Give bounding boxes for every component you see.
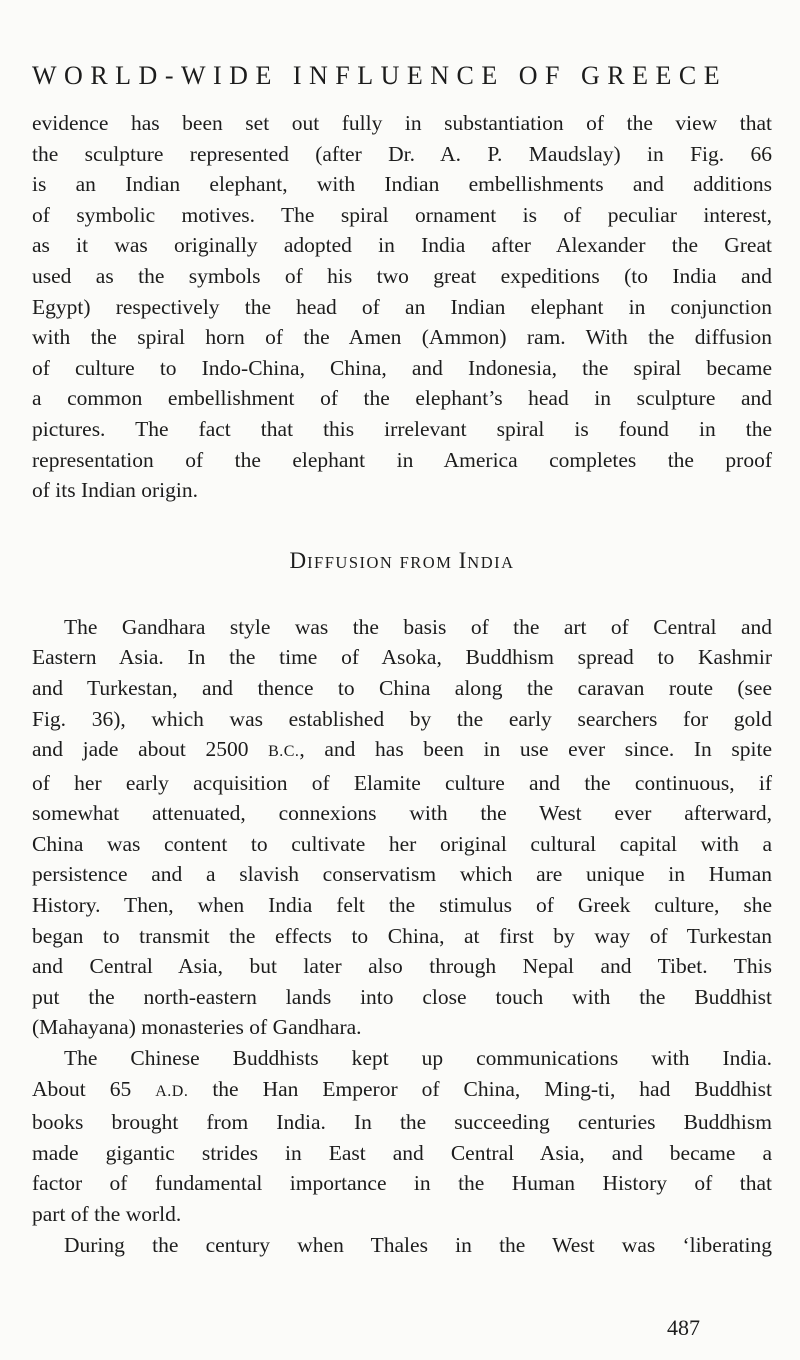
text-line: During the century when Thales in the West was ‘liberating: [64, 1232, 772, 1257]
text-line: began to transmit the effects to China, at first by way of Turkestan: [32, 923, 772, 948]
page-number: 487: [667, 1315, 700, 1340]
text-line: made gigantic strides in East and Central Asia, and became a: [32, 1140, 772, 1165]
text-line: Eastern Asia. In the time of Asoka, Buddhism spread to Kashmir: [32, 645, 772, 670]
text-line: Fig. 36), which was established by the early searchers for gold: [32, 706, 772, 731]
text-line: pictures. The fact that this irrelevant spiral is found in the: [32, 416, 772, 441]
text-line: used as the symbols of his two great expeditions (to India and: [32, 263, 772, 288]
text-line: a common embellishment of the elephant’s head in sculpture and: [32, 386, 772, 411]
text-line: evidence has been set out fully in substantiation of the view that: [32, 111, 772, 135]
text-line: part of the world.: [32, 1202, 182, 1226]
text-line: as it was originally adopted in India after Alexander the Great: [32, 233, 772, 258]
text-line: of culture to Indo-China, China, and Indonesia, the spiral became: [32, 355, 772, 380]
text-line: of her early acquisition of Elamite culture and the continuous, if: [32, 770, 772, 795]
text-line: books brought from India. In the succeeding centuries Buddhism: [32, 1110, 772, 1135]
text-line: the sculpture represented (after Dr. A. P. Maudslay) in Fig. 66: [32, 141, 772, 166]
text-line: of its Indian origin.: [32, 478, 199, 503]
text-line: with the spiral horn of the Amen (Ammon) ram. With the diffusion: [32, 325, 772, 350]
text-line: The Gandhara style was the basis of the art of Central and: [64, 614, 772, 639]
paragraph-elephant-spiral: [32, 108, 772, 506]
era-abbreviation: A.D.: [155, 1082, 189, 1100]
text-line: and Central Asia, but later also through Nepal and Tibet. This: [32, 954, 772, 979]
paragraph-thales: [32, 1230, 772, 1261]
text-line: China was content to cultivate her original cultural capital with a: [32, 831, 772, 856]
text-line: factor of fundamental importance in the Human History of that: [32, 1171, 772, 1196]
paragraph-chinese-buddhists: [32, 1043, 772, 1230]
text-line: History. Then, when India felt the stimulus of Greek culture, she: [32, 893, 772, 918]
text-line: somewhat attenuated, connexions with the West ever afterward,: [32, 801, 772, 826]
paragraph-gandhara: [32, 612, 772, 1043]
section-heading: DIFFUSION FROM INDIA: [289, 547, 515, 573]
text-line: and jade about 2500 B.C., and has been in use ever since. In spite: [32, 737, 772, 762]
text-line: put the north-eastern lands into close touch with the Buddhist: [32, 984, 772, 1009]
text-line: and Turkestan, and thence to China along the caravan route (see: [32, 675, 772, 700]
text-line: is an Indian elephant, with Indian embellishments and additions: [32, 172, 772, 197]
text-line: Egypt) respectively the head of an Indian elephant in conjunction: [32, 294, 772, 319]
text-line: About 65 A.D. the Han Emperor of China, Ming-ti, had Buddhist: [32, 1076, 772, 1101]
text-line: (Mahayana) monasteries of Gandhara.: [32, 1015, 362, 1040]
running-head: WORLD-WIDE INFLUENCE OF GREECE: [32, 61, 728, 90]
text-line: of symbolic motives. The spiral ornament is of peculiar interest,: [32, 202, 772, 227]
era-abbreviation: B.C.: [268, 743, 300, 761]
text-line: The Chinese Buddhists kept up communications with India.: [64, 1046, 772, 1071]
text-line: representation of the elephant in America completes the proof: [32, 447, 772, 472]
text-line: persistence and a slavish conservatism which are unique in Human: [32, 862, 772, 887]
body-text: [32, 108, 772, 1260]
